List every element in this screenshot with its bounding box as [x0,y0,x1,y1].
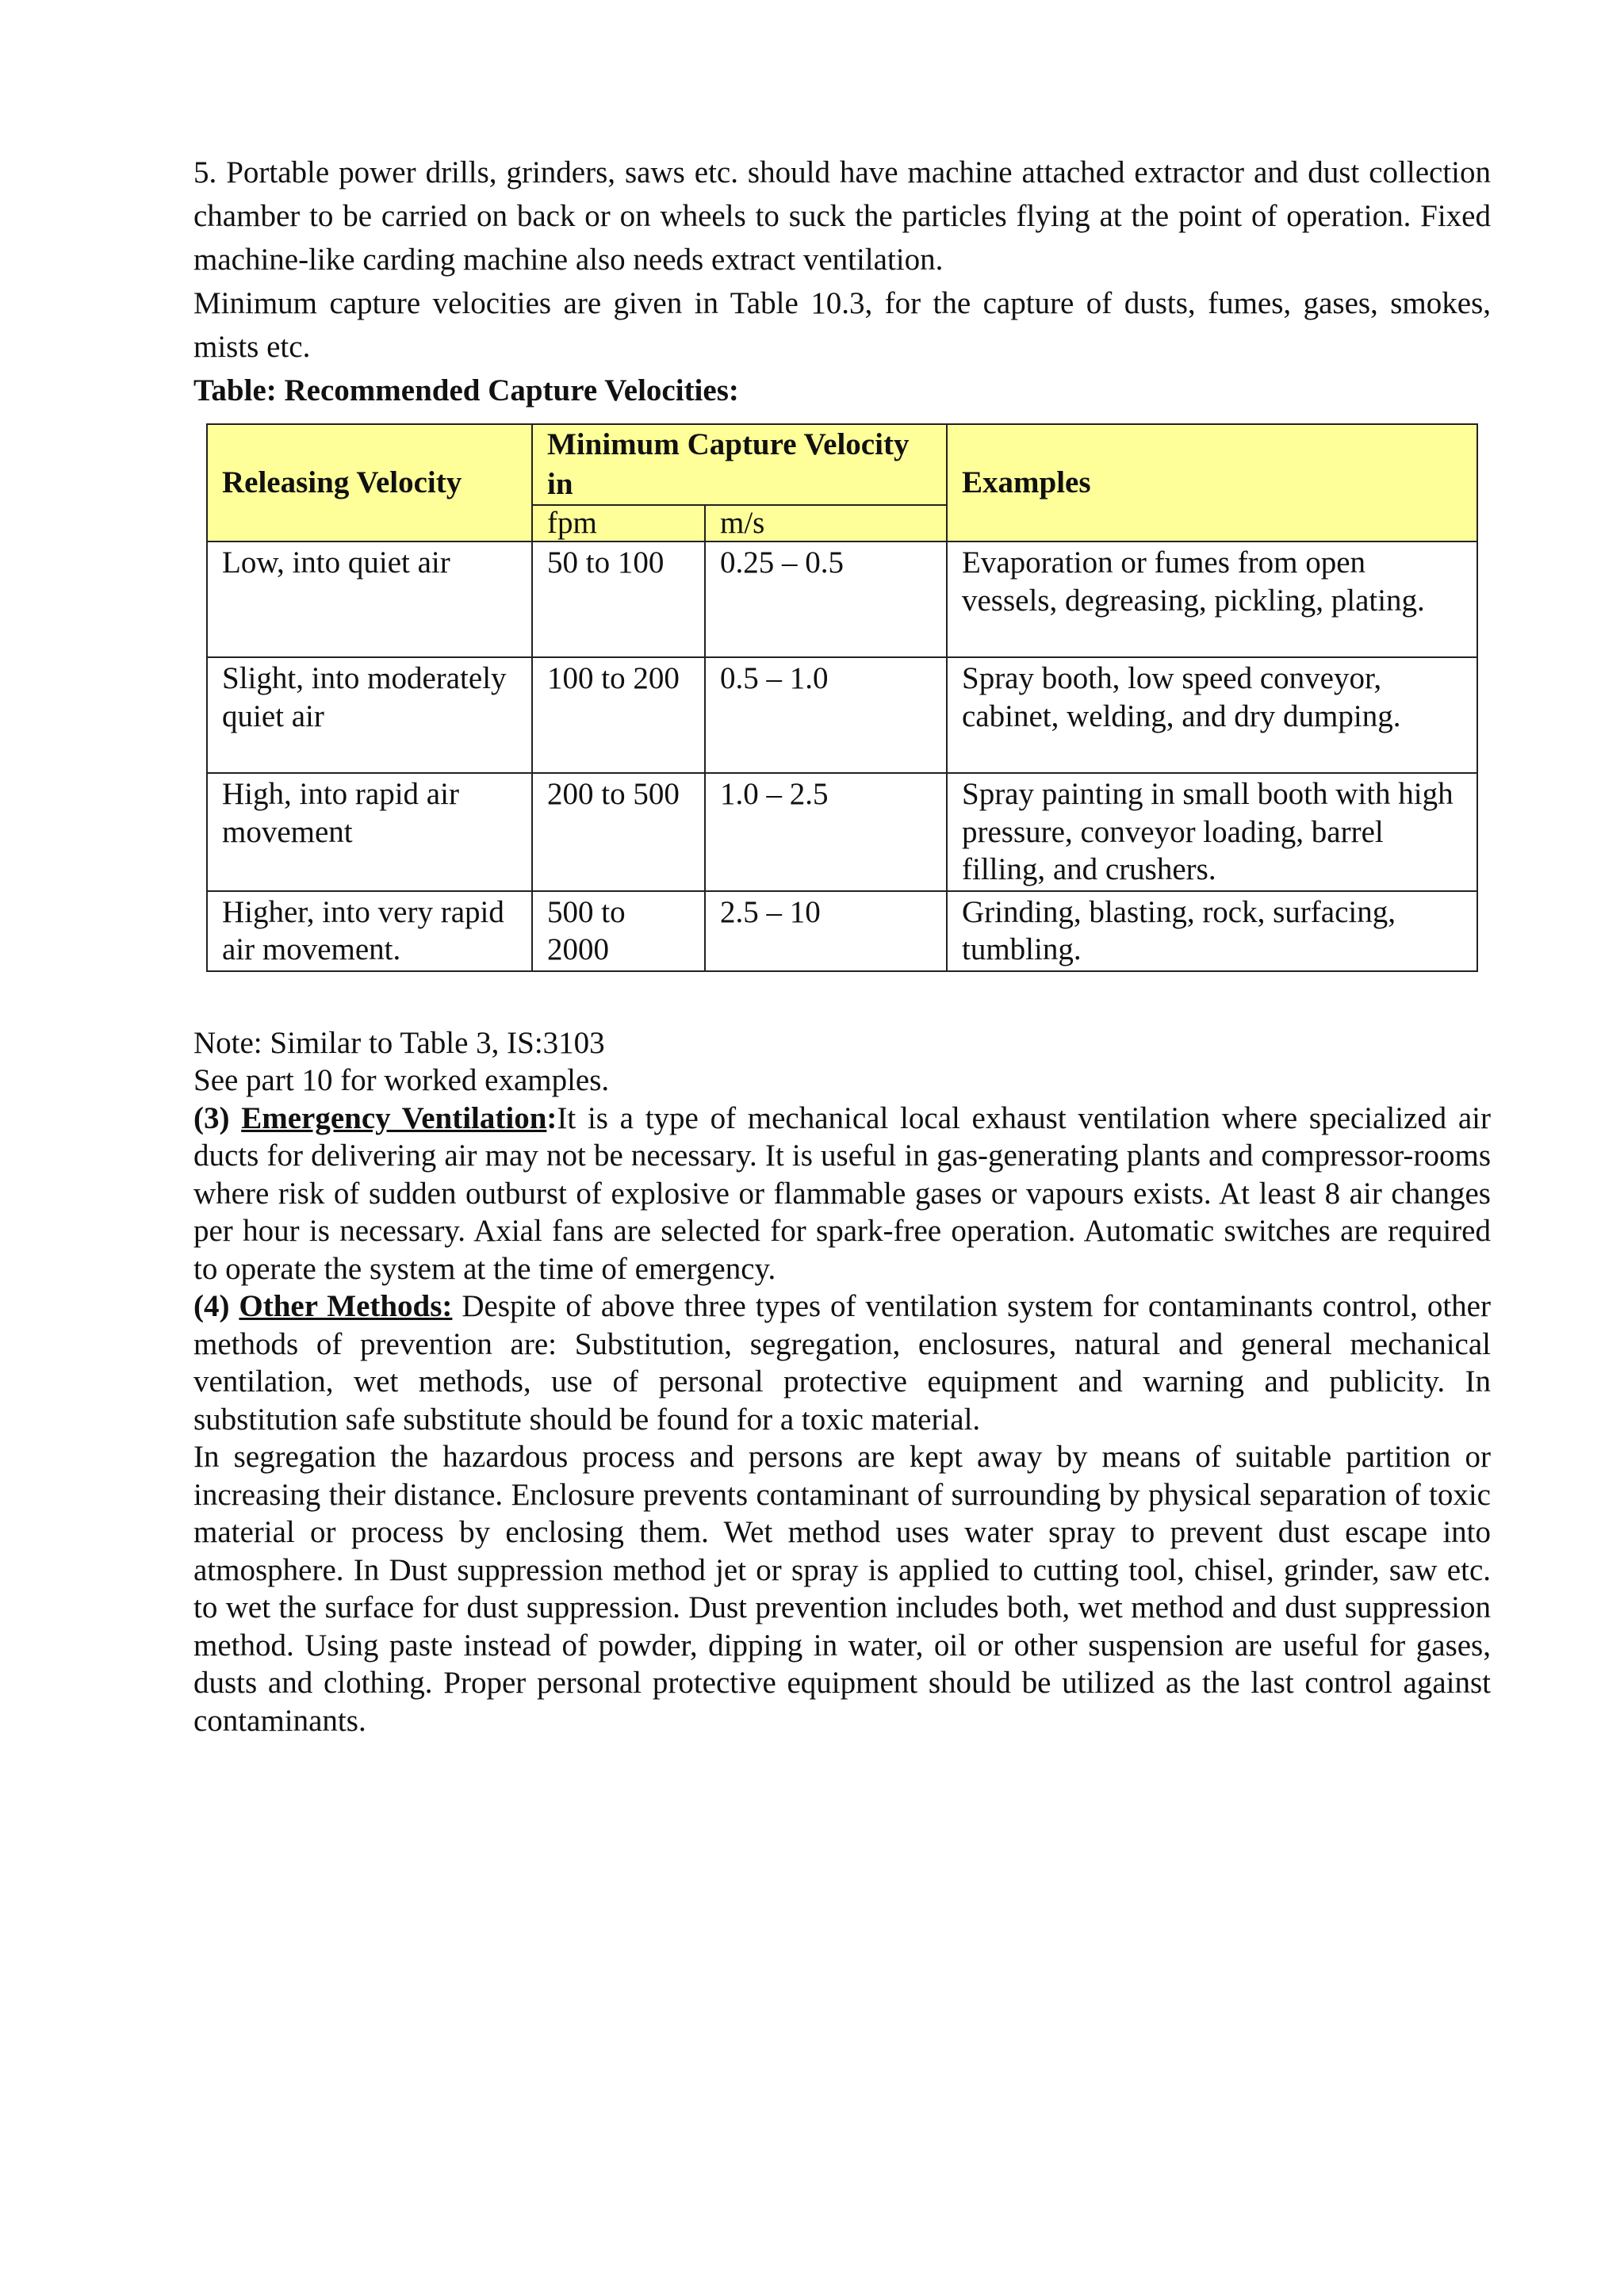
emergency-colon: : [546,1100,557,1135]
table-row [207,773,1477,891]
cell-fpm: 50 to 100 [532,541,705,657]
note-line: Note: Similar to Table 3, IS:3103 [193,1025,605,1060]
cell-ms: 2.5 – 10 [705,891,947,971]
cell-examples: Grinding, blasting, rock, surfacing, tumbling. [947,891,1477,971]
capture-velocity-table [206,423,1478,972]
emergency-number: (3) [193,1100,242,1135]
cell-examples: Spray booth, low speed conveyor, cabinet, welding, and dry dumping. [947,657,1477,773]
other-text: Despite of above three types of ventilation system for contaminants control, other methods of prevention are: Substitution, segregation, enclosures, natural and general mechanical ventilation, wet methods, use of personal protective equipment and warning and publicity. In substitution safe substitute should be found for a toxic material. [193,1289,1491,1437]
segregation-paragraph: In segregation the hazardous process and persons are kept away by means of suitable partition or increasing their distance. Enclosure prevents contaminant of surrounding by physical separation of toxic material or process by enclosing them. Wet method uses water spray to prevent dust escape into atmosphere. In Dust suppression method jet or spray is applied to cutting tool, chisel, grinder, saw etc. to wet the surface for dust suppression. Dust prevention includes both, wet method and dust suppression method. Using paste instead of powder, dipping in water, oil or other suspension are useful for gases, dusts and clothing. Proper personal protective equipment should be utilized as the last control against contaminants. [193,1440,1491,1738]
header-min-capture-velocity: Minimum Capture Velocity in [532,424,947,505]
see-part-line: See part 10 for worked examples. [193,1063,610,1097]
intro-paragraph-1: 5. Portable power drills, grinders, saws etc. should have machine attached extractor and dust collection chamber to be carried on back or on wheels to suck the particles flying at the point of operation. Fixed machine-like carding machine also needs extract ventilation. [193,155,1491,277]
emergency-text: It is a type of mechanical local exhaust ventilation where specialized air ducts for delivering air may not be necessary. It is useful in gas-generating plants and compressor-rooms where risk of sudden outburst of explosive or flammable gases or vapours exists. At least 8 air changes per hour is necessary. Axial fans are selected for spark-free operation. Automatic switches are required to operate the system at the time of emergency. [193,1100,1491,1286]
emergency-ventilation-paragraph [193,1100,1491,1288]
emergency-heading: Emergency Ventilation [241,1100,547,1135]
cell-fpm: 500 to 2000 [532,891,705,971]
table-header-row [207,424,1477,505]
cell-ms: 0.5 – 1.0 [705,657,947,773]
cell-fpm: 200 to 500 [532,773,705,891]
other-number: (4) [193,1289,239,1323]
table-row [207,541,1477,657]
intro-paragraph-2: Minimum capture velocities are given in Table 10.3, for the capture of dusts, fumes, gases, smokes, mists etc. [193,286,1491,364]
cell-releasing: Higher, into very rapid air movement. [207,891,532,971]
other-methods-paragraph [193,1288,1491,1438]
cell-releasing: Slight, into moderately quiet air [207,657,532,773]
cell-examples: Evaporation or fumes from open vessels, degreasing, pickling, plating. [947,541,1477,657]
table-row [207,891,1477,971]
table-caption: Table: Recommended Capture Velocities: [193,373,739,408]
cell-examples: Spray painting in small booth with high pressure, conveyor loading, barrel filling, and crushers. [947,773,1477,891]
header-fpm: fpm [532,505,705,541]
header-examples: Examples [947,424,1477,541]
cell-ms: 1.0 – 2.5 [705,773,947,891]
cell-releasing: Low, into quiet air [207,541,532,657]
cell-fpm: 100 to 200 [532,657,705,773]
table-row [207,657,1477,773]
other-heading: Other Methods: [239,1289,453,1323]
page-content [193,151,1491,1739]
header-releasing-velocity: Releasing Velocity [207,424,532,541]
notes-section [193,1024,1491,1740]
cell-ms: 0.25 – 0.5 [705,541,947,657]
cell-releasing: High, into rapid air movement [207,773,532,891]
header-ms: m/s [705,505,947,541]
